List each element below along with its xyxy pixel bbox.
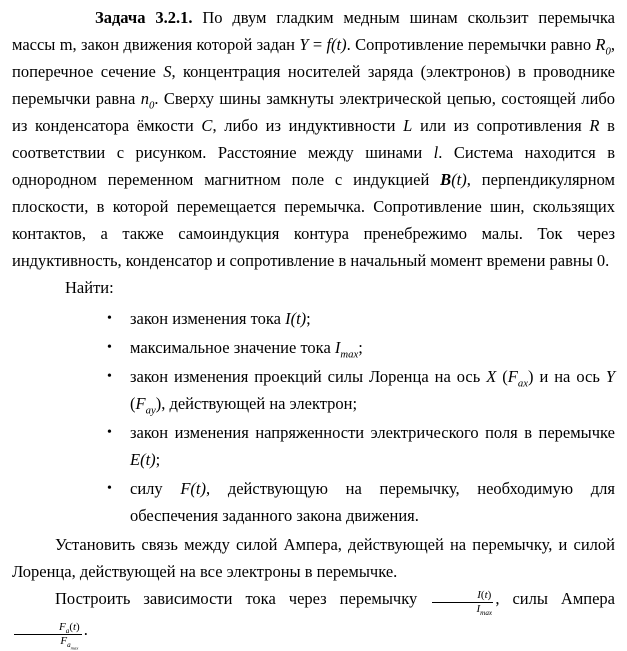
list-item-text: силу F(t), действующую на перемычку, необходимую для обеспечения заданного закона движения. <box>130 479 615 525</box>
build-suffix-text: . <box>83 620 88 640</box>
list-item <box>105 419 615 473</box>
fraction-denominator: $F_{a_{max}}$ <box>60 634 79 651</box>
build-prefix-text: Построить зависимости тока через перемычку <box>55 589 431 608</box>
current-ratio-fraction <box>432 589 493 616</box>
problem-statement-paragraph: Задача 3.2.1. По двум гладким медным шинам скользит перемычка массы m, закон движения которой задан Y = f(t). Сопротивление перемычки равно $R_0$, поперечное сечение S, концентрация носителей заряда (электронов) в проводнике перемычки равна $n_0$. Сверху шины замкнуты электрической цепью, состоящей либо из конденсатора ёмкости C, либо из индуктивности L или из сопротивления R в соответствии с рисунком. Расстояние между шинами l. Система находится в однородном переменном магнитном поле с индукцией B(t), перпендикулярном плоскости, в которой перемещается перемычка. Сопротивление шин, скользящих контактов, а также самоиндукция контура пренебрежимо малы. Ток через индуктивность, конденсатор и сопротивление в начальный момент времени равны 0. <box>12 8 616 270</box>
list-item <box>105 334 615 361</box>
list-item-text: закон изменения тока I(t); <box>130 309 311 328</box>
fraction-denominator: $I_{max}$ <box>476 603 493 618</box>
ampere-force-ratio-fraction <box>14 621 82 650</box>
find-list <box>12 305 615 529</box>
document-page <box>12 4 615 649</box>
build-plots-paragraph <box>12 585 615 649</box>
fraction-numerator: $F_a(t)$ <box>14 621 82 635</box>
list-item <box>105 475 615 529</box>
ampere-lorentz-paragraph: Установить связь между силой Ампера, действующей на перемычку, и силой Лоренца, действующей на все электроны в перемычке. <box>12 535 615 581</box>
bullet-icon: • <box>107 311 112 326</box>
fraction-numerator: I(t) <box>432 589 493 603</box>
bullet-icon: • <box>107 481 112 496</box>
list-item-text: закон изменения проекций силы Лоренца на ось X $(F_{ax})$ и на ось Y $(F_{ay})$, действующей на электрон; <box>130 367 616 417</box>
build-mid-text: , силы Ампера <box>495 589 615 608</box>
bullet-icon: • <box>107 369 112 384</box>
bullet-icon: • <box>107 425 112 440</box>
list-item <box>105 305 615 332</box>
list-item-text: максимальное значение тока $I_{max}$; <box>130 338 363 361</box>
bullet-icon: • <box>107 340 112 355</box>
find-label: Найти: <box>65 278 114 297</box>
list-item <box>105 363 615 417</box>
list-item-text: закон изменения напряженности электрического поля в перемычке E(t); <box>130 423 615 469</box>
